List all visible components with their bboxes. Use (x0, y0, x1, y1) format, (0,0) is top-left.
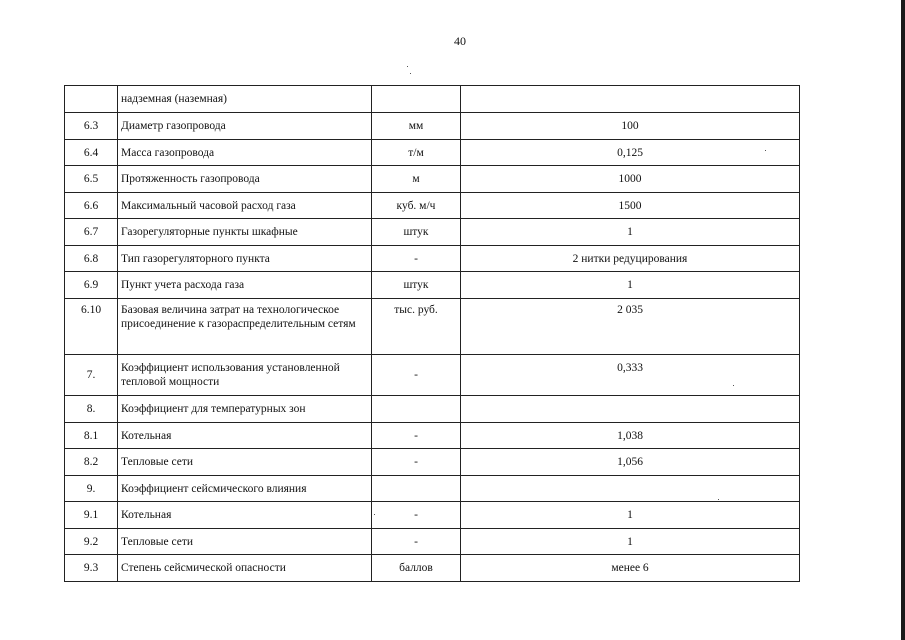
row-value: 1 (461, 272, 800, 299)
row-number: 6.10 (65, 299, 118, 355)
table-row (65, 193, 800, 219)
row-value: 1500 (461, 193, 800, 219)
scan-speck (374, 514, 375, 515)
row-name: Максимальный часовой расход газа (118, 193, 372, 219)
scan-edge-border (901, 0, 905, 640)
row-unit: - (372, 246, 461, 272)
row-unit (372, 476, 461, 502)
scan-speck (407, 66, 408, 67)
table-row (65, 449, 800, 476)
table-row (65, 299, 800, 355)
scan-speck (718, 499, 719, 500)
row-value: 2 нитки редуцирования (461, 246, 800, 272)
row-unit: - (372, 355, 461, 396)
row-value: 1000 (461, 166, 800, 193)
row-name: Протяженность газопровода (118, 166, 372, 193)
row-value (461, 396, 800, 423)
row-name: Тепловые сети (118, 529, 372, 555)
table-row (65, 166, 800, 193)
row-unit: - (372, 502, 461, 529)
row-name: Пункт учета расхода газа (118, 272, 372, 299)
page-number: 40 (454, 34, 466, 48)
row-value: 1,038 (461, 423, 800, 449)
row-name: Котельная (118, 423, 372, 449)
row-number: 9.2 (65, 529, 118, 555)
table-row (65, 529, 800, 555)
row-value: 0,333 (461, 355, 800, 396)
row-number: 9. (65, 476, 118, 502)
row-number: 6.3 (65, 113, 118, 140)
row-number (65, 86, 118, 113)
scan-speck (410, 73, 411, 74)
table-row (65, 140, 800, 166)
row-value: 1,056 (461, 449, 800, 476)
row-name: Коэффициент для температурных зон (118, 396, 372, 423)
row-number: 7. (65, 355, 118, 396)
row-name: Тип газорегуляторного пункта (118, 246, 372, 272)
row-unit: м (372, 166, 461, 193)
table-row (65, 476, 800, 502)
row-number: 6.4 (65, 140, 118, 166)
row-number: 8.1 (65, 423, 118, 449)
row-unit (372, 396, 461, 423)
row-unit: тыс. руб. (372, 299, 461, 355)
row-number: 9.1 (65, 502, 118, 529)
row-name: Коэффициент использования установленной тепловой мощности (118, 355, 372, 396)
row-name: надземная (наземная) (118, 86, 372, 113)
row-name: Газорегуляторные пункты шкафные (118, 219, 372, 246)
row-value: 2 035 (461, 299, 800, 355)
row-number: 8.2 (65, 449, 118, 476)
row-unit (372, 86, 461, 113)
row-number: 6.7 (65, 219, 118, 246)
table-row (65, 246, 800, 272)
row-value: 0,125 (461, 140, 800, 166)
row-unit: баллов (372, 555, 461, 582)
table-row (65, 355, 800, 396)
table-row (65, 113, 800, 140)
row-name: Котельная (118, 502, 372, 529)
scan-speck (765, 150, 766, 151)
row-value (461, 86, 800, 113)
table-row (65, 502, 800, 529)
row-name: Диаметр газопровода (118, 113, 372, 140)
row-number: 6.6 (65, 193, 118, 219)
row-value: 100 (461, 113, 800, 140)
row-name: Базовая величина затрат на технологическое присоединение к газораспределительным сетям (118, 299, 372, 355)
row-unit: - (372, 423, 461, 449)
row-unit: - (372, 529, 461, 555)
table-row (65, 86, 800, 113)
row-number: 6.5 (65, 166, 118, 193)
table-row (65, 396, 800, 423)
row-value (461, 476, 800, 502)
table-row (65, 272, 800, 299)
row-name: Масса газопровода (118, 140, 372, 166)
parameters-table (64, 85, 800, 582)
row-unit: т/м (372, 140, 461, 166)
row-value: 1 (461, 529, 800, 555)
scan-speck (733, 385, 734, 386)
row-number: 6.9 (65, 272, 118, 299)
row-name: Коэффициент сейсмического влияния (118, 476, 372, 502)
row-number: 9.3 (65, 555, 118, 582)
row-name: Тепловые сети (118, 449, 372, 476)
row-unit: штук (372, 272, 461, 299)
table-row (65, 219, 800, 246)
row-unit: штук (372, 219, 461, 246)
row-number: 6.8 (65, 246, 118, 272)
table-row (65, 423, 800, 449)
row-name: Степень сейсмической опасности (118, 555, 372, 582)
row-unit: мм (372, 113, 461, 140)
row-unit: куб. м/ч (372, 193, 461, 219)
row-value: 1 (461, 502, 800, 529)
row-unit: - (372, 449, 461, 476)
row-value: 1 (461, 219, 800, 246)
row-value: менее 6 (461, 555, 800, 582)
row-number: 8. (65, 396, 118, 423)
table-row (65, 555, 800, 582)
